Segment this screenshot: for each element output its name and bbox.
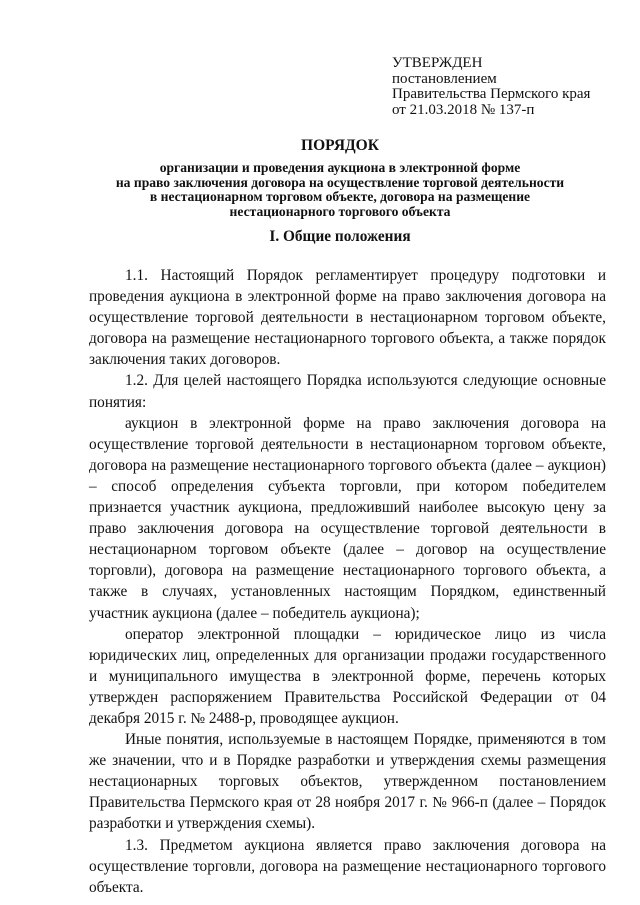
document-title-block <box>60 137 620 219</box>
definition-operator: оператор электронной площадки – юридическое лицо из числа юридических лиц, определенных для организации продажи государственного и муниципального имущества в электронной форме, перечень которых утвержден распоряжением Правительства Российской Федерации от 04 декабря 2015 г. № 2488-р, проводящее аукцион. <box>89 625 606 727</box>
subtitle-line: нестационарного торгового объекта <box>229 203 451 219</box>
document-title: ПОРЯДОК <box>301 137 379 154</box>
section-heading: I. Общие положения <box>269 228 411 245</box>
paragraph-1-2: 1.2. Для целей настоящего Порядка используются следующие основные понятия: <box>89 372 606 411</box>
definition-auction: аукцион в электронной форме на право заключения договора на осуществление торговой деятельности в нестационарном торговом объекте, договора на размещение нестационарного торгового объекта (далее – аукцион) – способ определения субъекта торговли, при котором победителем признается участник аукциона, предложивший наиболее высокую цену за право заключения договора на осуществление торговой деятельности в нестационарном торговом объекте (далее – договор на осуществление торговли), договора на размещение нестационарного торгового объекта, а также в случаях, установленных настоящим Порядком, единственный участник аукциона (далее – победитель аукциона); <box>89 414 606 622</box>
approval-stamp <box>392 56 632 118</box>
approval-status: УТВЕРЖДЕН <box>392 55 483 71</box>
subtitle-line: на право заключения договора на осуществление торговой деятельности <box>115 174 565 190</box>
approval-authority: Правительства Пермского края <box>392 86 591 102</box>
section-body <box>89 265 606 898</box>
approval-date-number: от 21.03.2018 № 137-п <box>392 101 535 118</box>
paragraph-other-terms: Иные понятия, используемые в настоящем Порядке, применяются в том же значении, что и в Порядке разработки и утверждения схемы размещения нестационарных торговых объектов, утвержденном постановлением Правительства Пермского края от 28 ноября 2017 г. № 966-п (далее – Порядок разработки и утверждения схемы). <box>89 731 606 833</box>
document-subtitle <box>60 161 620 219</box>
subtitle-line: организации и проведения аукциона в электронной форме <box>159 160 521 175</box>
approval-type: постановлением <box>392 70 497 87</box>
paragraph-1-3: 1.3. Предметом аукциона является право заключения договора на осуществление торговли, договора на размещение нестационарного торгового объекта. <box>89 836 606 896</box>
subtitle-line: в нестационарном торговом объекте, договора на размещение <box>149 189 531 205</box>
paragraph-1-1: 1.1. Настоящий Порядок регламентирует процедуру подготовки и проведения аукциона в электронной форме на право заключения договора на осуществление торговой деятельности в нестационарном торговом объекте, договора на размещение нестационарного торгового объекта, а также порядок заключения таких договоров. <box>89 267 606 369</box>
